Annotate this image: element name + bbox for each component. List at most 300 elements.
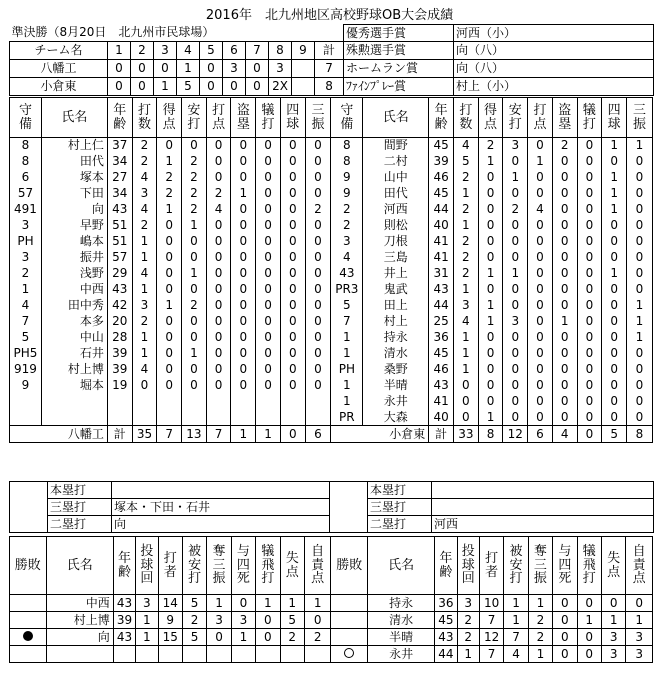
stat-cell: 0 [503, 346, 528, 362]
batting-header-cell: 三振 [627, 98, 653, 138]
stat-cell [132, 394, 157, 410]
player-name: 桑野 [363, 362, 429, 378]
score-header-cell: 1 [108, 42, 131, 60]
stat-cell: 0 [280, 362, 305, 378]
stat-cell: 0 [280, 234, 305, 250]
score-cell: 0 [108, 78, 131, 96]
batting-row [10, 410, 653, 426]
hits-spacer [10, 516, 48, 533]
stat-cell: 0 [528, 362, 553, 378]
batting-header-cell: 四球 [280, 98, 305, 138]
stat-cell: 0 [206, 138, 231, 154]
stat-cell: 2 [503, 202, 528, 218]
player-name: 清水 [363, 346, 429, 362]
stat-cell: 0 [602, 250, 627, 266]
player-name: 大森 [363, 410, 429, 426]
score-cell: 0 [200, 60, 223, 78]
stat-cell [280, 410, 305, 426]
stat-cell: 0 [231, 154, 256, 170]
stat-cell: 1 [602, 186, 627, 202]
stat-cell: 34 [107, 154, 132, 170]
player-name: 鬼武 [363, 282, 429, 298]
batting-header-cell: 打数 [132, 98, 157, 138]
pitching-header-cell: 犠飛打 [577, 537, 601, 595]
pitcher-name: 向 [46, 629, 113, 646]
stat-cell: 0 [627, 234, 653, 250]
player-name: 向 [41, 202, 107, 218]
stat-cell: 0 [577, 346, 602, 362]
stat-cell: 39 [113, 612, 135, 629]
position-cell: 5 [331, 298, 363, 314]
position-cell: 1 [331, 330, 363, 346]
stat-cell [305, 394, 331, 410]
stat-cell: 1 [231, 186, 256, 202]
batting-header-cell: 盗塁 [231, 98, 256, 138]
stat-cell: 0 [157, 234, 182, 250]
position-cell: 2 [331, 218, 363, 234]
stat-cell: 15 [158, 629, 182, 646]
stat-cell: 0 [256, 612, 280, 629]
stat-cell: 0 [577, 314, 602, 330]
stat-cell [256, 410, 281, 426]
player-name: 半晴 [363, 378, 429, 394]
stat-cell: 0 [256, 186, 281, 202]
hit-type-label: 二塁打 [368, 516, 432, 533]
stat-cell: 4 [206, 202, 231, 218]
extra-base-hits-table [9, 481, 654, 533]
hit-players: 向 [112, 516, 330, 533]
stat-cell [256, 394, 281, 410]
position-cell: PR3 [331, 282, 363, 298]
position-cell: PH [10, 234, 42, 250]
stat-cell: 2 [528, 629, 552, 646]
stat-cell: 0 [305, 266, 331, 282]
stat-cell: 0 [528, 170, 553, 186]
batting-row [10, 362, 653, 378]
stat-cell: 43 [107, 202, 132, 218]
hits-spacer [10, 499, 48, 516]
stat-cell: 1 [132, 250, 157, 266]
batting-header-cell: 年齢 [429, 98, 454, 138]
pitching-header-cell: 氏名 [368, 537, 435, 595]
stat-cell: 0 [157, 378, 182, 394]
stat-cell: 0 [256, 250, 281, 266]
score-cell [292, 60, 315, 78]
stat-cell: 12 [479, 629, 503, 646]
stat-cell: 0 [280, 298, 305, 314]
stat-cell [182, 646, 206, 663]
stat-cell: 3 [503, 138, 528, 154]
player-name: 田代 [363, 186, 429, 202]
stat-cell: 3 [626, 629, 653, 646]
stat-cell: 0 [552, 234, 577, 250]
stat-cell: 2 [132, 218, 157, 234]
stat-cell: 45 [429, 138, 454, 154]
player-name: 二村 [363, 154, 429, 170]
stat-cell: 0 [182, 330, 207, 346]
stat-cell: 0 [305, 218, 331, 234]
position-cell: PR [331, 410, 363, 426]
player-name: 持永 [363, 330, 429, 346]
pitching-header-cell: 与四死 [231, 537, 255, 595]
batting-header-cell: 三振 [305, 98, 331, 138]
stat-cell: 39 [429, 154, 454, 170]
stat-cell: 14 [158, 595, 182, 612]
pitching-row [10, 629, 653, 646]
batting-header-cell: 年齢 [107, 98, 132, 138]
stat-cell: 1 [478, 154, 503, 170]
position-cell: 4 [331, 250, 363, 266]
stat-cell: 1 [256, 595, 280, 612]
hit-type-label: 本塁打 [368, 482, 432, 499]
filled-circle-icon [23, 631, 33, 641]
stat-cell: 0 [280, 346, 305, 362]
stat-cell [305, 410, 331, 426]
stat-cell: 0 [553, 612, 577, 629]
totals-cell: 8 [627, 426, 653, 443]
stat-cell: 0 [503, 218, 528, 234]
pitching-row [10, 646, 653, 663]
stat-cell: 40 [429, 410, 454, 426]
stat-cell: 0 [182, 378, 207, 394]
stat-cell: 1 [602, 266, 627, 282]
stat-cell: 40 [429, 218, 454, 234]
stat-cell: 45 [429, 346, 454, 362]
stat-cell: 0 [453, 378, 478, 394]
stat-cell: 1 [132, 282, 157, 298]
score-cell: 2X [269, 78, 292, 96]
stat-cell: 41 [429, 394, 454, 410]
hit-players: 河西 [432, 516, 654, 533]
stat-cell: 0 [305, 282, 331, 298]
pitching-header-cell: 被安打 [504, 537, 528, 595]
totals-cell: 33 [453, 426, 478, 443]
stat-cell [206, 410, 231, 426]
pitching-header-cell: 奪三振 [528, 537, 552, 595]
stat-cell: 31 [429, 266, 454, 282]
stat-cell: 0 [552, 330, 577, 346]
stat-cell: 1 [601, 612, 625, 629]
stat-cell: 41 [429, 250, 454, 266]
batting-header-cell: 守備 [331, 98, 363, 138]
stat-cell: 1 [528, 595, 552, 612]
stat-cell: 0 [577, 298, 602, 314]
stat-cell: 0 [280, 266, 305, 282]
stat-cell: 0 [577, 266, 602, 282]
stat-cell: 0 [231, 346, 256, 362]
stat-cell: 3 [503, 314, 528, 330]
batting-row [10, 282, 653, 298]
stat-cell: 0 [577, 170, 602, 186]
pitching-header-cell: 打者 [479, 537, 503, 595]
stat-cell: 0 [157, 266, 182, 282]
stat-cell: 1 [136, 629, 158, 646]
hits-spacer [330, 482, 368, 499]
position-cell: 3 [10, 218, 42, 234]
stat-cell: 0 [478, 394, 503, 410]
score-cell: 1 [177, 60, 200, 78]
pitching-header-cell: 投球回 [457, 537, 479, 595]
stat-cell: 0 [552, 378, 577, 394]
player-name: 田代 [41, 154, 107, 170]
stat-cell: 0 [602, 378, 627, 394]
stat-cell: 0 [577, 394, 602, 410]
player-name: 永井 [363, 394, 429, 410]
stat-cell: 19 [107, 378, 132, 394]
totals-cell: 7 [206, 426, 231, 443]
stat-cell: 46 [429, 362, 454, 378]
stat-cell: 2 [457, 612, 479, 629]
batting-header-cell: 得点 [157, 98, 182, 138]
stat-cell: 0 [552, 282, 577, 298]
batting-table [9, 97, 653, 443]
stat-cell: 0 [256, 298, 281, 314]
stat-cell: 0 [602, 218, 627, 234]
stat-cell: 0 [627, 250, 653, 266]
score-cell: 0 [200, 78, 223, 96]
stat-cell: 0 [577, 410, 602, 426]
stat-cell: 0 [552, 394, 577, 410]
player-name: 田中秀 [41, 298, 107, 314]
stat-cell: 0 [132, 378, 157, 394]
stat-cell: 0 [602, 394, 627, 410]
stat-cell: 4 [453, 138, 478, 154]
stat-cell: 0 [528, 138, 553, 154]
stat-cell: 0 [280, 138, 305, 154]
stat-cell: 1 [280, 595, 304, 612]
stat-cell: 1 [457, 646, 479, 663]
stat-cell: 0 [478, 234, 503, 250]
stat-cell: 0 [231, 218, 256, 234]
stat-cell: 45 [429, 186, 454, 202]
batting-row [10, 154, 653, 170]
stat-cell: 3 [132, 186, 157, 202]
position-cell: PH5 [10, 346, 42, 362]
stat-cell: 0 [157, 250, 182, 266]
hits-spacer [330, 499, 368, 516]
player-name: 村上仁 [41, 138, 107, 154]
stat-cell: 5 [182, 595, 206, 612]
stat-cell: 0 [627, 218, 653, 234]
pitching-header-cell: 奪三振 [207, 537, 231, 595]
batting-row [10, 138, 653, 154]
hit-players [112, 482, 330, 499]
pitcher-name: 半晴 [368, 629, 435, 646]
stat-cell: 0 [305, 378, 331, 394]
hits-spacer [330, 516, 368, 533]
stat-cell: 1 [478, 298, 503, 314]
pitching-header-cell: 打者 [158, 537, 182, 595]
stat-cell: 2 [182, 186, 207, 202]
stat-cell: 0 [577, 378, 602, 394]
stat-cell: 28 [107, 330, 132, 346]
stat-cell: 1 [231, 629, 255, 646]
score-team-name: 八幡工 [10, 60, 108, 78]
stat-cell: 1 [182, 218, 207, 234]
stat-cell: 5 [453, 154, 478, 170]
stat-cell: 1 [627, 314, 653, 330]
stat-cell: 0 [157, 330, 182, 346]
stat-cell: 0 [627, 186, 653, 202]
stat-cell [256, 646, 280, 663]
stat-cell: 0 [577, 330, 602, 346]
stat-cell: 0 [231, 266, 256, 282]
batting-header-cell: 守備 [10, 98, 42, 138]
stat-cell: 0 [503, 186, 528, 202]
stat-cell: 0 [256, 314, 281, 330]
batting-header-cell: 打点 [206, 98, 231, 138]
stat-cell: 7 [479, 612, 503, 629]
stat-cell: 0 [552, 410, 577, 426]
totals-label: 計 [107, 426, 132, 443]
stat-cell: 0 [305, 138, 331, 154]
player-name: 三島 [363, 250, 429, 266]
totals-cell: 4 [552, 426, 577, 443]
stat-cell: 3 [231, 612, 255, 629]
stat-cell: 43 [429, 378, 454, 394]
stat-cell: 0 [182, 234, 207, 250]
position-cell: 3 [10, 250, 42, 266]
player-name [41, 394, 107, 410]
batting-header-cell: 犠打 [577, 98, 602, 138]
pitching-header-cell: 失点 [601, 537, 625, 595]
stat-cell: 1 [304, 595, 330, 612]
stat-cell: 43 [107, 282, 132, 298]
stat-cell: 0 [503, 394, 528, 410]
stat-cell: 2 [132, 138, 157, 154]
totals-cell: 7 [157, 426, 182, 443]
stat-cell: 3 [601, 646, 625, 663]
stat-cell: 0 [256, 154, 281, 170]
totals-cell: 8 [478, 426, 503, 443]
stat-cell: 0 [553, 646, 577, 663]
stat-cell: 2 [157, 170, 182, 186]
stat-cell: 4 [504, 646, 528, 663]
stat-cell: 2 [453, 250, 478, 266]
stat-cell: 42 [107, 298, 132, 314]
batting-row [10, 218, 653, 234]
stat-cell: 3 [207, 612, 231, 629]
stat-cell: 0 [206, 330, 231, 346]
stat-cell: 1 [132, 346, 157, 362]
score-header-cell: 9 [292, 42, 315, 60]
hit-players: 塚本・下田・石井 [112, 499, 330, 516]
stat-cell: 0 [207, 629, 231, 646]
stat-cell: 0 [206, 266, 231, 282]
stat-cell: 0 [503, 410, 528, 426]
stat-cell: 1 [157, 298, 182, 314]
batting-header-cell: 四球 [602, 98, 627, 138]
stat-cell [132, 410, 157, 426]
player-name: 塚本 [41, 170, 107, 186]
stat-cell: 1 [577, 612, 601, 629]
stat-cell: 1 [453, 218, 478, 234]
award-value: 向（八） [454, 60, 654, 78]
stat-cell: 0 [478, 378, 503, 394]
batting-row [10, 170, 653, 186]
stat-cell [113, 646, 135, 663]
stat-cell: 0 [552, 154, 577, 170]
stat-cell: 0 [280, 170, 305, 186]
win-loss-mark [331, 629, 368, 646]
stat-cell: 1 [136, 612, 158, 629]
batting-row [10, 266, 653, 282]
stat-cell: 7 [479, 646, 503, 663]
position-cell: 57 [10, 186, 42, 202]
stat-cell: 0 [478, 218, 503, 234]
stat-cell: 0 [478, 202, 503, 218]
stat-cell: 0 [577, 138, 602, 154]
stat-cell: 0 [280, 378, 305, 394]
pitcher-name: 村上博 [46, 612, 113, 629]
pitching-header-cell: 年齢 [113, 537, 135, 595]
award-value: 村上（小） [454, 78, 654, 96]
score-header-cell: 7 [246, 42, 269, 60]
position-cell: 8 [331, 138, 363, 154]
batting-row [10, 314, 653, 330]
stat-cell [182, 394, 207, 410]
stat-cell: 7 [504, 629, 528, 646]
stat-cell: 0 [577, 595, 601, 612]
stat-cell: 10 [479, 595, 503, 612]
stat-cell: 1 [602, 170, 627, 186]
stat-cell: 34 [107, 186, 132, 202]
position-cell: 8 [10, 154, 42, 170]
batting-header-cell: 盗塁 [552, 98, 577, 138]
player-name: 堀本 [41, 378, 107, 394]
stat-cell: 0 [627, 282, 653, 298]
stat-cell: 0 [528, 250, 553, 266]
award-label: 優秀選手賞 [344, 25, 454, 42]
stat-cell: 2 [453, 266, 478, 282]
hit-players [432, 499, 654, 516]
stat-cell: 0 [231, 202, 256, 218]
stat-cell: 0 [552, 362, 577, 378]
batting-header-cell: 氏名 [41, 98, 107, 138]
stat-cell: 0 [157, 314, 182, 330]
stat-cell: 0 [602, 314, 627, 330]
position-cell [10, 410, 42, 426]
stat-cell: 0 [552, 170, 577, 186]
score-cell: 0 [131, 78, 154, 96]
stat-cell [136, 646, 158, 663]
stat-cell: 0 [528, 218, 553, 234]
stat-cell: 0 [627, 394, 653, 410]
stat-cell: 0 [206, 250, 231, 266]
stat-cell: 0 [627, 410, 653, 426]
stat-cell: 1 [453, 330, 478, 346]
stat-cell: 0 [627, 154, 653, 170]
stat-cell: 1 [504, 612, 528, 629]
stat-cell: 0 [478, 362, 503, 378]
stat-cell: 29 [107, 266, 132, 282]
stat-cell: 44 [429, 298, 454, 314]
stat-cell [231, 646, 255, 663]
position-cell [10, 394, 42, 410]
player-name: 中西 [41, 282, 107, 298]
stat-cell: 3 [136, 595, 158, 612]
stat-cell: 20 [107, 314, 132, 330]
stat-cell: 1 [552, 314, 577, 330]
totals-team: 八幡工 [10, 426, 108, 443]
pitching-header-cell: 自責点 [626, 537, 653, 595]
pitching-header-cell: 年齢 [435, 537, 457, 595]
stat-cell [231, 394, 256, 410]
stat-cell: 0 [305, 362, 331, 378]
stat-cell: 1 [453, 186, 478, 202]
stat-cell: 1 [182, 346, 207, 362]
pitching-row [10, 595, 653, 612]
